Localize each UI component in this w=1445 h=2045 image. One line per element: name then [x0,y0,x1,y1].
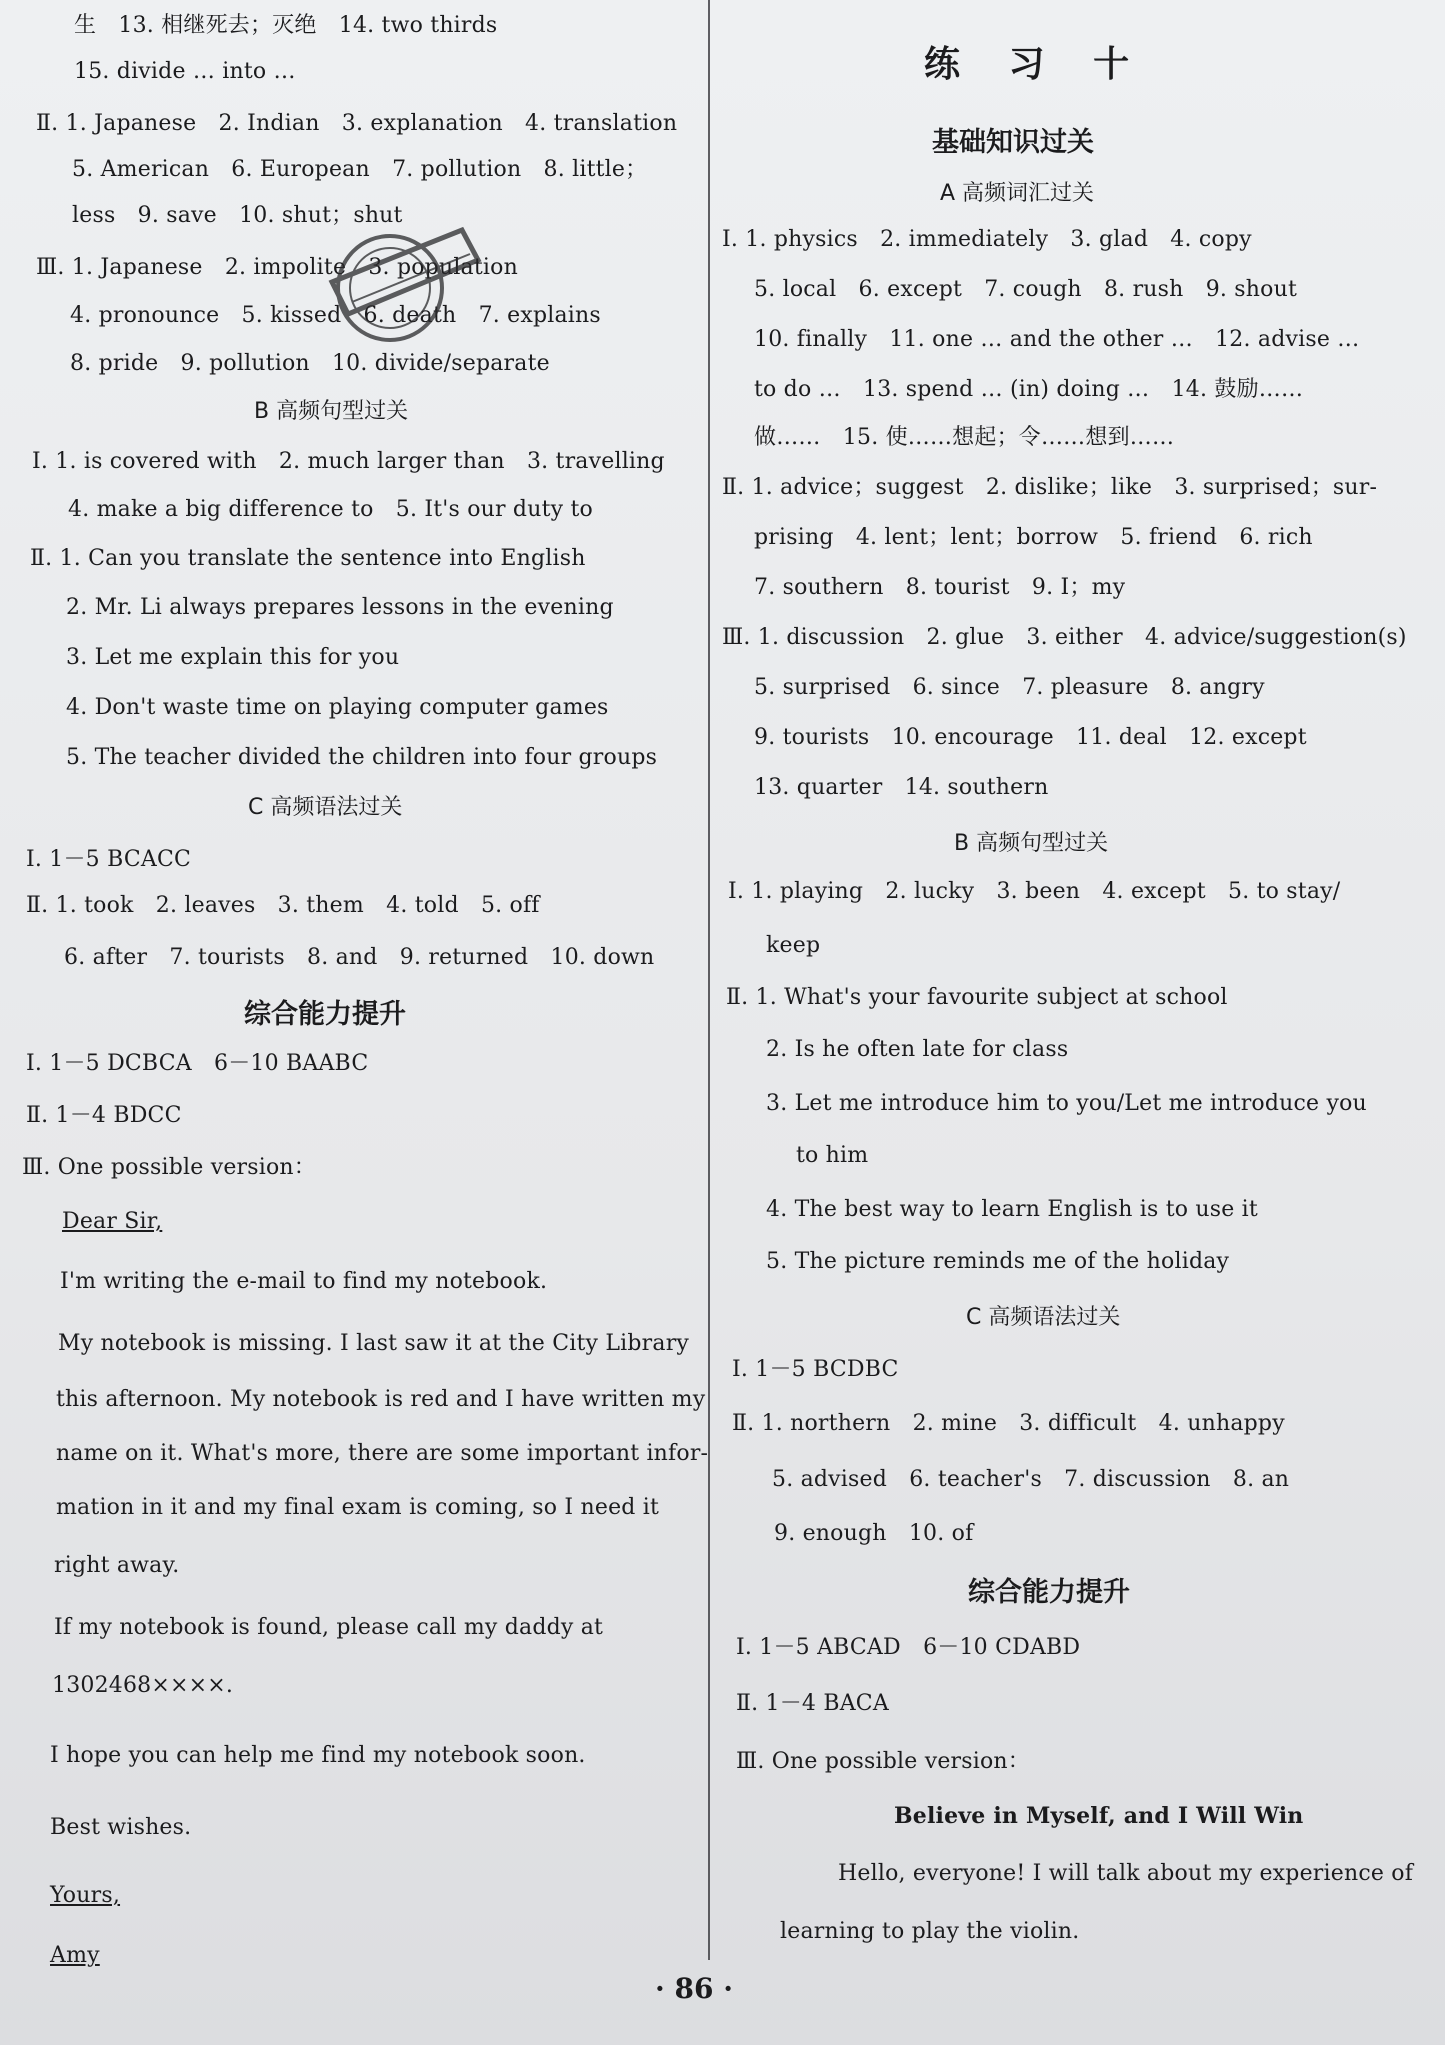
answer-line: 15. divide … into … [74,59,296,84]
letter-body-line: name on it. What's more, there are some important infor- [56,1441,709,1466]
section-title-comprehensive: 综合能力提升 [244,999,406,1030]
answer-line: Ⅱ. 1. What's your favourite subject at school [726,985,1228,1010]
answer-line: 5. surprised 6. since 7. pleasure 8. angry [754,675,1265,700]
answer-line: 3. Let me explain this for you [66,645,400,670]
answer-line: Ⅱ. 1－4 BDCC [26,1103,182,1128]
answer-line: 13. quarter 14. southern [754,775,1049,800]
subhead-sentence-patterns: B 高频句型过关 [254,399,409,424]
answer-line: to do … 13. spend … (in) doing … 14. 鼓励…… [754,377,1304,402]
letter-opening: I'm writing the e-mail to find my notebook. [60,1269,548,1294]
answer-line: 10. finally 11. one … and the other … 12. advise … [754,327,1360,352]
answer-line: Ⅰ. 1－5 ABCAD 6－10 CDABD [736,1635,1081,1660]
answer-line: Ⅰ. 1－5 BCDBC [732,1357,899,1382]
answer-line: less 9. save 10. shut；shut [72,203,403,228]
answer-line: 4. pronounce 5. kissed 6. death 7. explains [70,303,601,328]
letter-body-line: I hope you can help me find my notebook soon. [50,1743,586,1768]
section-title-comprehensive: 综合能力提升 [968,1577,1130,1608]
answer-line: to him [796,1143,869,1168]
answer-line: 做…… 15. 使……想起；令……想到…… [754,425,1175,450]
letter-body-line: mation in it and my final exam is coming, so I need it [56,1495,660,1520]
answer-line: Ⅱ. 1－4 BACA [736,1691,889,1716]
answer-line: 5. local 6. except 7. cough 8. rush 9. shout [754,277,1298,302]
essay-title: Believe in Myself, and I Will Win [894,1803,1304,1829]
answer-line: Ⅰ. 1. physics 2. immediately 3. glad 4. copy [722,227,1252,252]
answer-line: 6. after 7. tourists 8. and 9. returned 10. down [64,945,655,970]
letter-signoff: Yours, [50,1883,121,1908]
answer-line: 5. American 6. European 7. pollution 8. little； [72,157,648,182]
subhead-grammar: C 高频语法过关 [248,795,403,820]
answer-line: 9. enough 10. of [774,1521,974,1546]
answer-line: prising 4. lent；lent；borrow 5. friend 6. rich [754,525,1313,550]
letter-signature: Amy [50,1943,100,1968]
letter-salutation: Dear Sir, [62,1209,163,1234]
answer-line: 4. The best way to learn English is to use it [766,1197,1258,1222]
page-number: · 86 · [655,1972,733,2005]
answer-line: 7. southern 8. tourist 9. I；my [754,575,1126,600]
answer-line: 2. Mr. Li always prepares lessons in the evening [66,595,614,620]
answer-line: 9. tourists 10. encourage 11. deal 12. except [754,725,1307,750]
answer-line: Ⅰ. 1－5 BCACC [26,847,192,872]
letter-body-line: 1302468××××. [52,1673,234,1698]
answer-line: Ⅱ. 1. northern 2. mine 3. difficult 4. unhappy [732,1411,1285,1436]
answer-line: 生 13. 相继死去；灭绝 14. two thirds [74,13,498,38]
answer-line: Ⅱ. 1. Japanese 2. Indian 3. explanation 4. translation [36,111,678,136]
answer-line: Ⅰ. 1. playing 2. lucky 3. been 4. except 5. to stay/ [728,879,1341,904]
letter-body-line: My notebook is missing. I last saw it at the City Library [58,1331,690,1356]
subhead-grammar: C 高频语法过关 [966,1305,1121,1330]
answer-line: Ⅲ. 1. discussion 2. glue 3. either 4. advice/suggestion(s) [722,625,1407,650]
answer-line: 4. Don't waste time on playing computer games [66,695,609,720]
answer-line: 8. pride 9. pollution 10. divide/separate [70,351,550,376]
answer-line: Ⅰ. 1. is covered with 2. much larger than 3. travelling [32,449,665,474]
subhead-sentence-patterns: B 高频句型过关 [954,831,1109,856]
answer-line: Ⅰ. 1－5 DCBCA 6－10 BAABC [26,1051,369,1076]
letter-closing: Best wishes. [50,1815,192,1840]
ink-stamp-mark [312,210,502,350]
answer-line: Ⅱ. 1. took 2. leaves 3. them 4. told 5. off [26,893,540,918]
essay-body-line: learning to play the violin. [780,1919,1080,1944]
answer-line: Ⅲ. One possible version： [736,1749,1031,1774]
subhead-vocabulary: A 高频词汇过关 [940,181,1095,206]
answer-line: 3. Let me introduce him to you/Let me introduce you [766,1091,1367,1116]
answer-line: Ⅲ. One possible version： [22,1155,317,1180]
letter-body-line: If my notebook is found, please call my daddy at [54,1615,604,1640]
answer-line: Ⅱ. 1. advice；suggest 2. dislike；like 3. surprised；sur- [722,475,1378,500]
column-divider [708,0,710,1960]
answer-line: keep [766,933,821,958]
answer-line: 2. Is he often late for class [766,1037,1069,1062]
section-title-basics: 基础知识过关 [932,127,1094,158]
essay-body-line: Hello, everyone! I will talk about my experience of [838,1861,1414,1886]
answer-line: 4. make a big difference to 5. It's our duty to [68,497,593,522]
answer-line: Ⅲ. 1. Japanese 2. impolite 3. population [36,255,518,280]
answer-line: 5. The teacher divided the children into four groups [66,745,658,770]
answer-line: Ⅱ. 1. Can you translate the sentence into English [30,546,586,571]
answer-line: 5. advised 6. teacher's 7. discussion 8. an [772,1467,1290,1492]
letter-body-line: right away. [54,1553,180,1578]
answer-line: 5. The picture reminds me of the holiday [766,1249,1230,1274]
letter-body-line: this afternoon. My notebook is red and I have written my [56,1387,706,1412]
exercise-title: 练 习 十 [924,44,1148,85]
